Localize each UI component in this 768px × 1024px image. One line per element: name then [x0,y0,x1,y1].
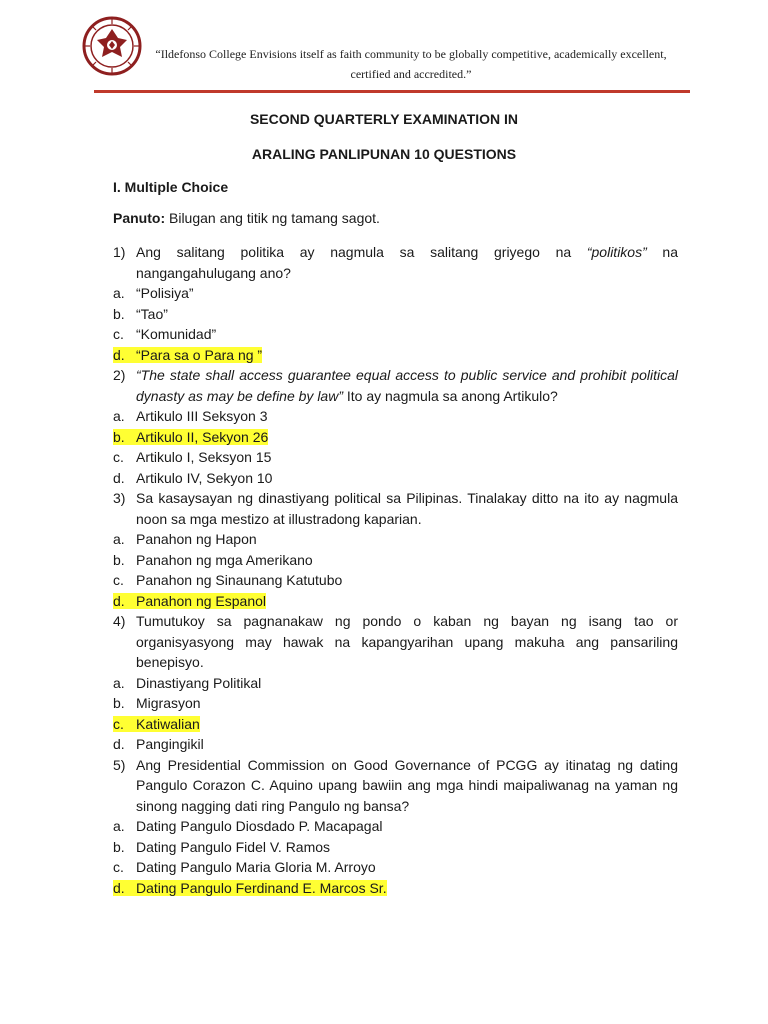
option-text-wrap [136,816,678,837]
question-4 [113,611,678,673]
option-text: Artikulo IV, Sekyon 10 [136,469,273,486]
option-text-wrap [136,427,678,448]
option-text: Artikulo III Seksyon 3 [136,408,268,424]
option-letter-highlight: d. [113,593,138,609]
option-letter-highlight: c. [113,716,137,732]
question-number: 3) [113,490,126,506]
answer-option [113,529,678,550]
option-letter: c. [113,572,124,588]
question-1 [113,242,678,283]
option-letter: a. [113,818,125,834]
instruction-label: Panuto: [113,210,166,226]
correct-answer-text: Artikulo II, Sekyon 26 [136,428,269,445]
option-text: Migrasyon [136,695,201,711]
correct-answer-text: Panahon ng Espanol [136,592,266,609]
option-letter: a. [113,531,125,547]
exam-subtitle: ARALING PANLIPUNAN 10 QUESTIONS [251,146,517,162]
school-seal-icon [82,16,142,76]
option-text-wrap [136,673,678,694]
option-text: Pangingikil [136,736,204,752]
option-letter: d. [113,736,125,752]
motto-line-1: “Ildefonso College Envisions itself as faith community to be globally competitive, academically excellent, [155,47,667,61]
option-text-wrap [136,591,678,612]
answer-option [113,673,678,694]
question-3 [113,488,678,529]
question-text-part: Ito ay nagmula sa anong Artikulo? [343,387,558,404]
option-text-wrap [136,857,678,878]
option-letter: b. [113,305,125,322]
instruction-text: Bilugan ang titik ng tamang sagot. [165,210,380,226]
answer-option [113,345,678,366]
option-text: Panahon ng mga Amerikano [136,551,313,568]
option-letter: b. [113,695,125,711]
option-text-wrap [136,304,678,325]
option-text-wrap [136,837,678,858]
option-letter: a. [113,408,125,424]
correct-answer-text: Katiwalian [136,715,200,732]
option-letter: b. [113,551,125,568]
option-text: Dating Pangulo Fidel V. Ramos [136,838,331,855]
question-text-part: Sa kasaysayan ng dinastiyang political sa Pilipinas. Tinalakay ditto na ito ay nagmula noon sa mga mestizo at illustradong kaparian. [136,490,678,527]
option-text-wrap [136,468,678,489]
answer-option [113,837,678,858]
correct-answer-text: Dating Pangulo Ferdinand E. Marcos Sr. [136,879,387,896]
question-text-part: na nangangahulugang ano? [136,244,678,281]
option-text-wrap [136,878,678,899]
option-text-wrap [136,324,678,345]
answer-option [113,816,678,837]
answer-option [113,427,678,448]
exam-title: SECOND QUARTERLY EXAMINATION IN [249,111,519,127]
question-2 [113,365,678,406]
option-text: “Komunidad” [136,326,217,342]
option-letter: a. [113,285,125,301]
school-motto [136,44,686,84]
answer-option [113,283,678,304]
instruction [113,210,380,226]
question-number: 1) [113,244,126,260]
answer-option [113,693,678,714]
question-text-part: “The state shall access guarantee equal access to public service and prohibit political dynasty as may be define by law” [136,367,678,404]
question-text-part: Ang Presidential Commission on Good Governance of PCGG ay itinatag ng dating Pangulo Corazon C. Aquino upang bawiin ang mga hindi maipaliwanag na yaman ng sinong nagging dati ring Pangulo ng bansa? [136,756,678,814]
option-text-wrap [136,283,678,304]
correct-answer-text: “Para sa o Para ng ” [136,346,263,363]
question-text-part: Tumutukoy sa pagnanakaw ng pondo o kaban ng bayan ng isang tao or organisyasyong may hawak na kapangyarihan upang makuha ang pansariling benepisyo. [136,613,678,670]
option-text-wrap [136,734,678,755]
option-text-wrap [136,714,678,735]
option-text-wrap [136,447,678,468]
option-text: “Polisiya” [136,285,194,301]
option-text: Panahon ng Sinaunang Katutubo [136,572,343,588]
option-text: Dating Pangulo Maria Gloria M. Arroyo [136,859,376,875]
option-letter-highlight: d. [113,347,138,363]
question-number: 4) [113,613,126,629]
option-letter: d. [113,469,125,486]
answer-option [113,591,678,612]
answer-option [113,878,678,899]
answer-option [113,406,678,427]
option-letter [113,345,136,366]
question-number: 5) [113,756,126,773]
question-text [136,365,678,406]
option-text-wrap [136,529,678,550]
question-text-part: Ang salitang politika ay nagmula sa salitang griyego na [136,244,587,260]
option-text-wrap [136,406,678,427]
question-text [136,755,678,817]
header-rule [94,90,690,93]
answer-option [113,550,678,571]
option-letter-highlight: d. [113,880,138,896]
answer-option [113,714,678,735]
option-text-wrap [136,693,678,714]
option-text-wrap [136,345,678,366]
option-letter: b. [113,838,125,855]
answer-option [113,447,678,468]
answer-option [113,304,678,325]
option-letter: c. [113,859,124,875]
option-text-wrap [136,570,678,591]
answer-option [113,857,678,878]
answer-option [113,324,678,345]
question-text [136,242,678,283]
option-letter: c. [113,326,124,342]
question-5 [113,755,678,817]
answer-option [113,468,678,489]
answer-option [113,734,678,755]
option-letter [113,427,136,448]
option-letter [113,878,136,899]
option-letter: c. [113,449,124,465]
section-heading: I. Multiple Choice [113,179,229,195]
option-text: Dating Pangulo Diosdado P. Macapagal [136,818,383,834]
question-text [136,611,678,673]
answer-option [113,570,678,591]
option-text: Dinastiyang Politikal [136,674,262,691]
option-letter [113,591,136,612]
question-text [136,488,678,529]
question-list [113,242,678,898]
option-text: “Tao” [136,305,168,322]
motto-line-2: certified and accredited.” [350,67,472,81]
option-letter: a. [113,674,125,691]
question-text-part: “politikos” [586,244,647,260]
option-text: Artikulo I, Seksyon 15 [136,449,272,465]
question-number: 2) [113,367,126,383]
option-text: Panahon ng Hapon [136,531,257,547]
option-letter [113,714,136,735]
option-letter-highlight: b. [113,429,138,445]
option-text-wrap [136,550,678,571]
